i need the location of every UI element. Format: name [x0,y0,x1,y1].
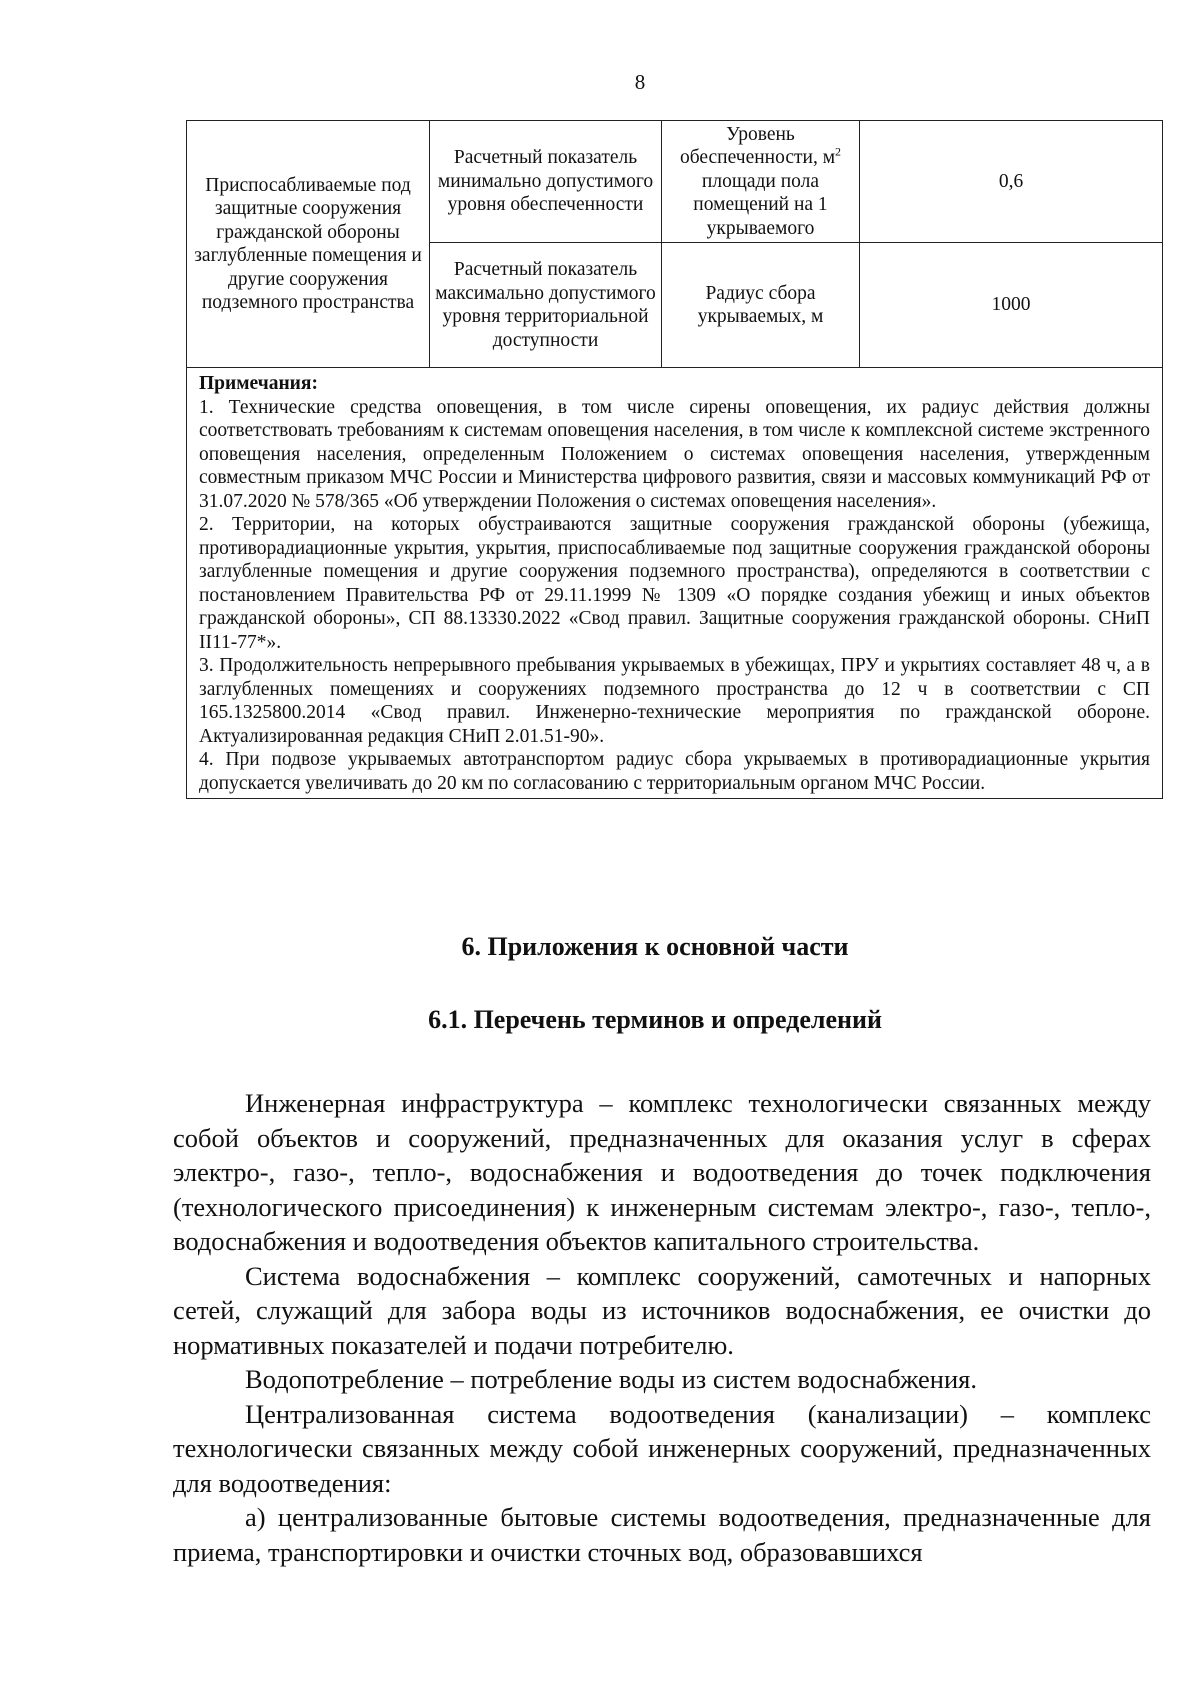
unit-text: Уровень обеспеченности, м [679,123,836,169]
paragraph: а) централизованные бытовые системы водоотведения, предназначенные для приема, транспортировки и очистки сточных вод, образовавшихся [173,1502,1151,1567]
paragraph: Инженерная инфраструктура – комплекс технологически связанных между собой объектов и сооружений, предназначенных для оказания услуг в сферах электро-, газо-, тепло-, водоснабжения и водоотведения до точек подключения (технологического присоединения) к инженерным системам электро-, газо-, тепло-, водоснабжения и водоотведения объектов капитального строительства. [173,1088,1151,1256]
table-row [187,121,1163,243]
subsection-title: 6.1. Перечень терминов и определений [428,1005,882,1034]
value-cell: 0,6 [860,121,1163,243]
paragraph: Водопотребление – потребление воды из систем водоснабжения. [245,1364,977,1394]
note-item: 2. Территории, на которых обустраиваются защитные сооружения гражданской обороны (убежища, противорадиационные укрытия, укрытия, приспосабливаемые под защитные сооружения гражданской обороны заглубленные помещения и другие сооружения подземного пространства), определяются в соответствии с постановлением Правительства РФ от 29.11.1999 № 1309 «О порядке создания убежищ и иных объектов гражданской обороны», СП 88.13330.2022 «Свод правил. Защитные сооружения гражданской обороны. СНиП II11-77*». [199,514,1150,653]
note-item: 1. Технические средства оповещения, в том числе сирены оповещения, их радиус действия должны соответствовать требованиям к системам оповещения населения, в том числе к комплексной системе экстренного оповещения населения, определенным Положением о системах оповещения населения, утвержденным совместным приказом МЧС России и Министерства цифрового развития, связи и массовых коммуникаций РФ от 31.07.2020 № 578/365 «Об утверждении Положения о системах оповещения населения». [199,396,1150,512]
paragraph: Централизованная система водоотведения (канализации) – комплекс технологически связанных между собой инженерных сооружений, предназначенных для водоотведения: [173,1398,1151,1498]
indicator-cell: Расчетный показатель максимально допустимого уровня территориальной доступности [430,243,662,368]
definitions-body [173,1086,1151,1569]
paragraph: Система водоснабжения – комплекс сооружений, самотечных и напорных сетей, служащий для забора воды из источников водоснабжения, ее очистки до нормативных показателей и подачи потребителю. [173,1260,1151,1360]
section-title: 6. Приложения к основной части [461,932,849,961]
notes-row [187,368,1163,799]
unit-cell: Радиус сбора укрываемых, м [662,243,860,368]
notes-cell [187,368,1163,799]
page-number: 8 [634,70,646,94]
unit-superscript: 2 [835,144,842,159]
value-cell: 1000 [860,243,1163,368]
note-item: 3. Продолжительность непрерывного пребывания укрываемых в убежищах, ПРУ и укрытиях составляет 48 ч, а в заглубленных помещениях и сооружениях подземного пространства до 12 ч в соответствии с СП 165.1325800.2014 «Свод правил. Инженерно-технические мероприятия по гражданской обороне. Актуализированная редакция СНиП 2.01.51-90». [199,655,1150,747]
unit-text: площади пола помещений на 1 укрываемого [693,170,828,239]
note-item: 4. При подвозе укрываемых автотранспортом радиус сбора укрываемых в противорадиационные укрытия допускается увеличивать до 20 км по согласованию с территориальным органом МЧС России. [199,749,1150,794]
indicator-cell: Расчетный показатель минимально допустимого уровня обеспеченности [430,121,662,243]
requirements-table [186,120,1163,799]
notes-title: Примечания: [199,373,318,394]
unit-cell [662,121,860,243]
object-name-cell: Приспосабливаемые под защитные сооружения гражданской обороны заглубленные помещения и другие сооружения подземного пространства [187,121,430,368]
